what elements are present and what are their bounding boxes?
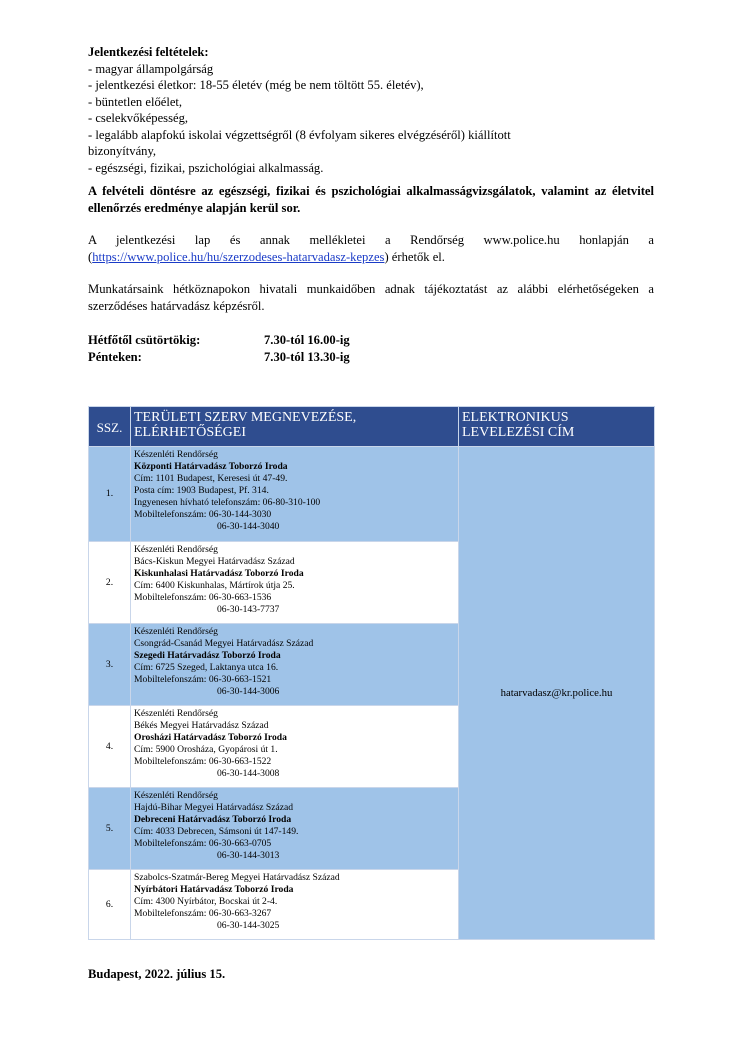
- hours-row: [88, 332, 654, 349]
- header-org: TERÜLETI SZERV MEGNEVEZÉSE, ELÉRHETŐSÉGEI: [131, 407, 459, 447]
- row-number: 2.: [89, 542, 131, 624]
- office-address: Cím: 4300 Nyírbátor, Bocskai út 2-4.: [134, 896, 278, 907]
- org-parent: Készenléti Rendőrség: [134, 449, 218, 460]
- list-item: - legalább alapfokú iskolai végzettségről (8 évfolyam sikeres elvégzéséről) kiállított: [88, 127, 511, 142]
- row-number: 5.: [89, 788, 131, 870]
- list-item: - cselekvőképesség,: [88, 111, 189, 125]
- office-name: Kiskunhalasi Határvadász Toborzó Iroda: [134, 568, 304, 579]
- requirements-heading: Jelentkezési feltételek:: [88, 45, 209, 59]
- office-mobile: Mobiltelefonszám: 06-30-663-1521: [134, 674, 272, 685]
- office-mobile: Mobiltelefonszám: 06-30-663-1536: [134, 592, 272, 603]
- header-email: ELEKTRONIKUS LEVELEZÉSI CÍM: [459, 407, 655, 447]
- hours-day: Hétfőtől csütörtökig:: [88, 333, 201, 347]
- office-mobile-2: 06-30-144-3025: [217, 920, 280, 931]
- org-parent: Készenléti Rendőrség: [134, 626, 218, 637]
- application-text-before: A jelentkezési lap és annak mellékletei a Rendőrség www.police.hu honlapján a (: [88, 233, 654, 264]
- office-mobile: Mobiltelefonszám: 06-30-144-3030: [134, 509, 272, 520]
- office-mobile-2: 06-30-144-3006: [217, 686, 280, 697]
- office-mobile-2: 06-30-144-3013: [217, 850, 280, 861]
- office-mobile-2: 06-30-144-3008: [217, 768, 280, 779]
- row-number: 3.: [89, 624, 131, 706]
- org-cell: [131, 788, 459, 870]
- row-number: 6.: [89, 870, 131, 940]
- org-cell: [131, 870, 459, 940]
- office-address: Cím: 1101 Budapest, Keresesi út 47-49.: [134, 473, 288, 484]
- table-row: [89, 447, 655, 542]
- org-parent: Készenléti Rendőrség: [134, 790, 218, 801]
- org-cell: [131, 706, 459, 788]
- email-cell: hatarvadasz@kr.police.hu: [459, 447, 655, 940]
- decision-paragraph: A felvételi döntésre az egészségi, fizikai és pszichológiai alkalmasságvizsgálatok, valamint az életvitel ellenőrzés eredménye alapján kerül sor.: [88, 184, 654, 215]
- org-parent: Készenléti Rendőrség: [134, 708, 218, 719]
- list-item: bizonyítvány,: [88, 144, 157, 158]
- office-postal: Posta cím: 1903 Budapest, Pf. 314.: [134, 485, 269, 496]
- org-cell: [131, 447, 459, 542]
- application-paragraph: [88, 232, 654, 265]
- list-item: - magyar állampolgárság: [88, 61, 214, 76]
- hours-time: 7.30-tól 13.30-ig: [264, 349, 350, 364]
- application-link[interactable]: https://www.police.hu/hu/szerzodeses-hatarvadasz-kepzes: [92, 249, 385, 264]
- office-mobile: Mobiltelefonszám: 06-30-663-1522: [134, 756, 272, 767]
- org-parent: Készenléti Rendőrség: [134, 544, 218, 555]
- org-cell: [131, 542, 459, 624]
- office-address: Cím: 4033 Debrecen, Sámsoni út 147-149.: [134, 826, 299, 837]
- office-name: Debreceni Határvadász Toborzó Iroda: [134, 814, 292, 825]
- hours-day: Pénteken:: [88, 349, 142, 364]
- info-paragraph: Munkatársaink hétköznapokon hivatali munkaidőben adnak tájékoztatást az alábbi elérhetőségeken a szerződéses határvadász képzésről.: [88, 282, 654, 313]
- org-unit: Békés Megyei Határvadász Század: [134, 720, 269, 731]
- hours-time: 7.30-tól 16.00-ig: [264, 333, 350, 347]
- office-mobile-2: 06-30-143-7737: [217, 604, 280, 615]
- office-freephone: Ingyenesen hívható telefonszám: 06-80-310-100: [134, 497, 321, 508]
- org-unit: Hajdú-Bihar Megyei Határvadász Század: [134, 802, 294, 813]
- contacts-table: [88, 406, 655, 940]
- list-item: - büntetlen előélet,: [88, 94, 183, 109]
- document-body: [88, 44, 654, 365]
- office-name: Orosházi Határvadász Toborzó Iroda: [134, 732, 287, 743]
- office-address: Cím: 6400 Kiskunhalas, Mártírok útja 25.: [134, 580, 295, 591]
- row-number: 4.: [89, 706, 131, 788]
- row-number: 1.: [89, 447, 131, 542]
- hours-row: [88, 349, 654, 366]
- org-cell: [131, 624, 459, 706]
- header-ssz: SSZ.: [89, 407, 131, 447]
- office-mobile: Mobiltelefonszám: 06-30-663-3267: [134, 908, 272, 919]
- org-unit: Csongrád-Csanád Megyei Határvadász Század: [134, 638, 314, 649]
- office-address: Cím: 5900 Orosháza, Gyopárosi út 1.: [134, 744, 278, 755]
- office-hours: [88, 332, 654, 365]
- list-item: - jelentkezési életkor: 18-55 életév (még be nem töltött 55. életév),: [88, 78, 424, 92]
- office-name: Nyírbátori Határvadász Toborzó Iroda: [134, 884, 294, 895]
- office-name: Szegedi Határvadász Toborzó Iroda: [134, 650, 281, 661]
- office-name: Központi Határvadász Toborzó Iroda: [134, 461, 288, 472]
- application-text-after: ) érhetők el.: [384, 249, 445, 264]
- org-unit: Szabolcs-Szatmár-Bereg Megyei Határvadász Század: [134, 872, 340, 883]
- table-header-row: [89, 407, 655, 447]
- requirements-list: [88, 61, 654, 177]
- office-mobile: Mobiltelefonszám: 06-30-663-0705: [134, 838, 272, 849]
- list-item: - egészségi, fizikai, pszichológiai alkalmasság.: [88, 160, 324, 175]
- footer-date: Budapest, 2022. július 15.: [88, 967, 226, 981]
- org-unit: Bács-Kiskun Megyei Határvadász Század: [134, 556, 295, 567]
- office-mobile-2: 06-30-144-3040: [217, 521, 280, 532]
- office-address: Cím: 6725 Szeged, Laktanya utca 16.: [134, 662, 279, 673]
